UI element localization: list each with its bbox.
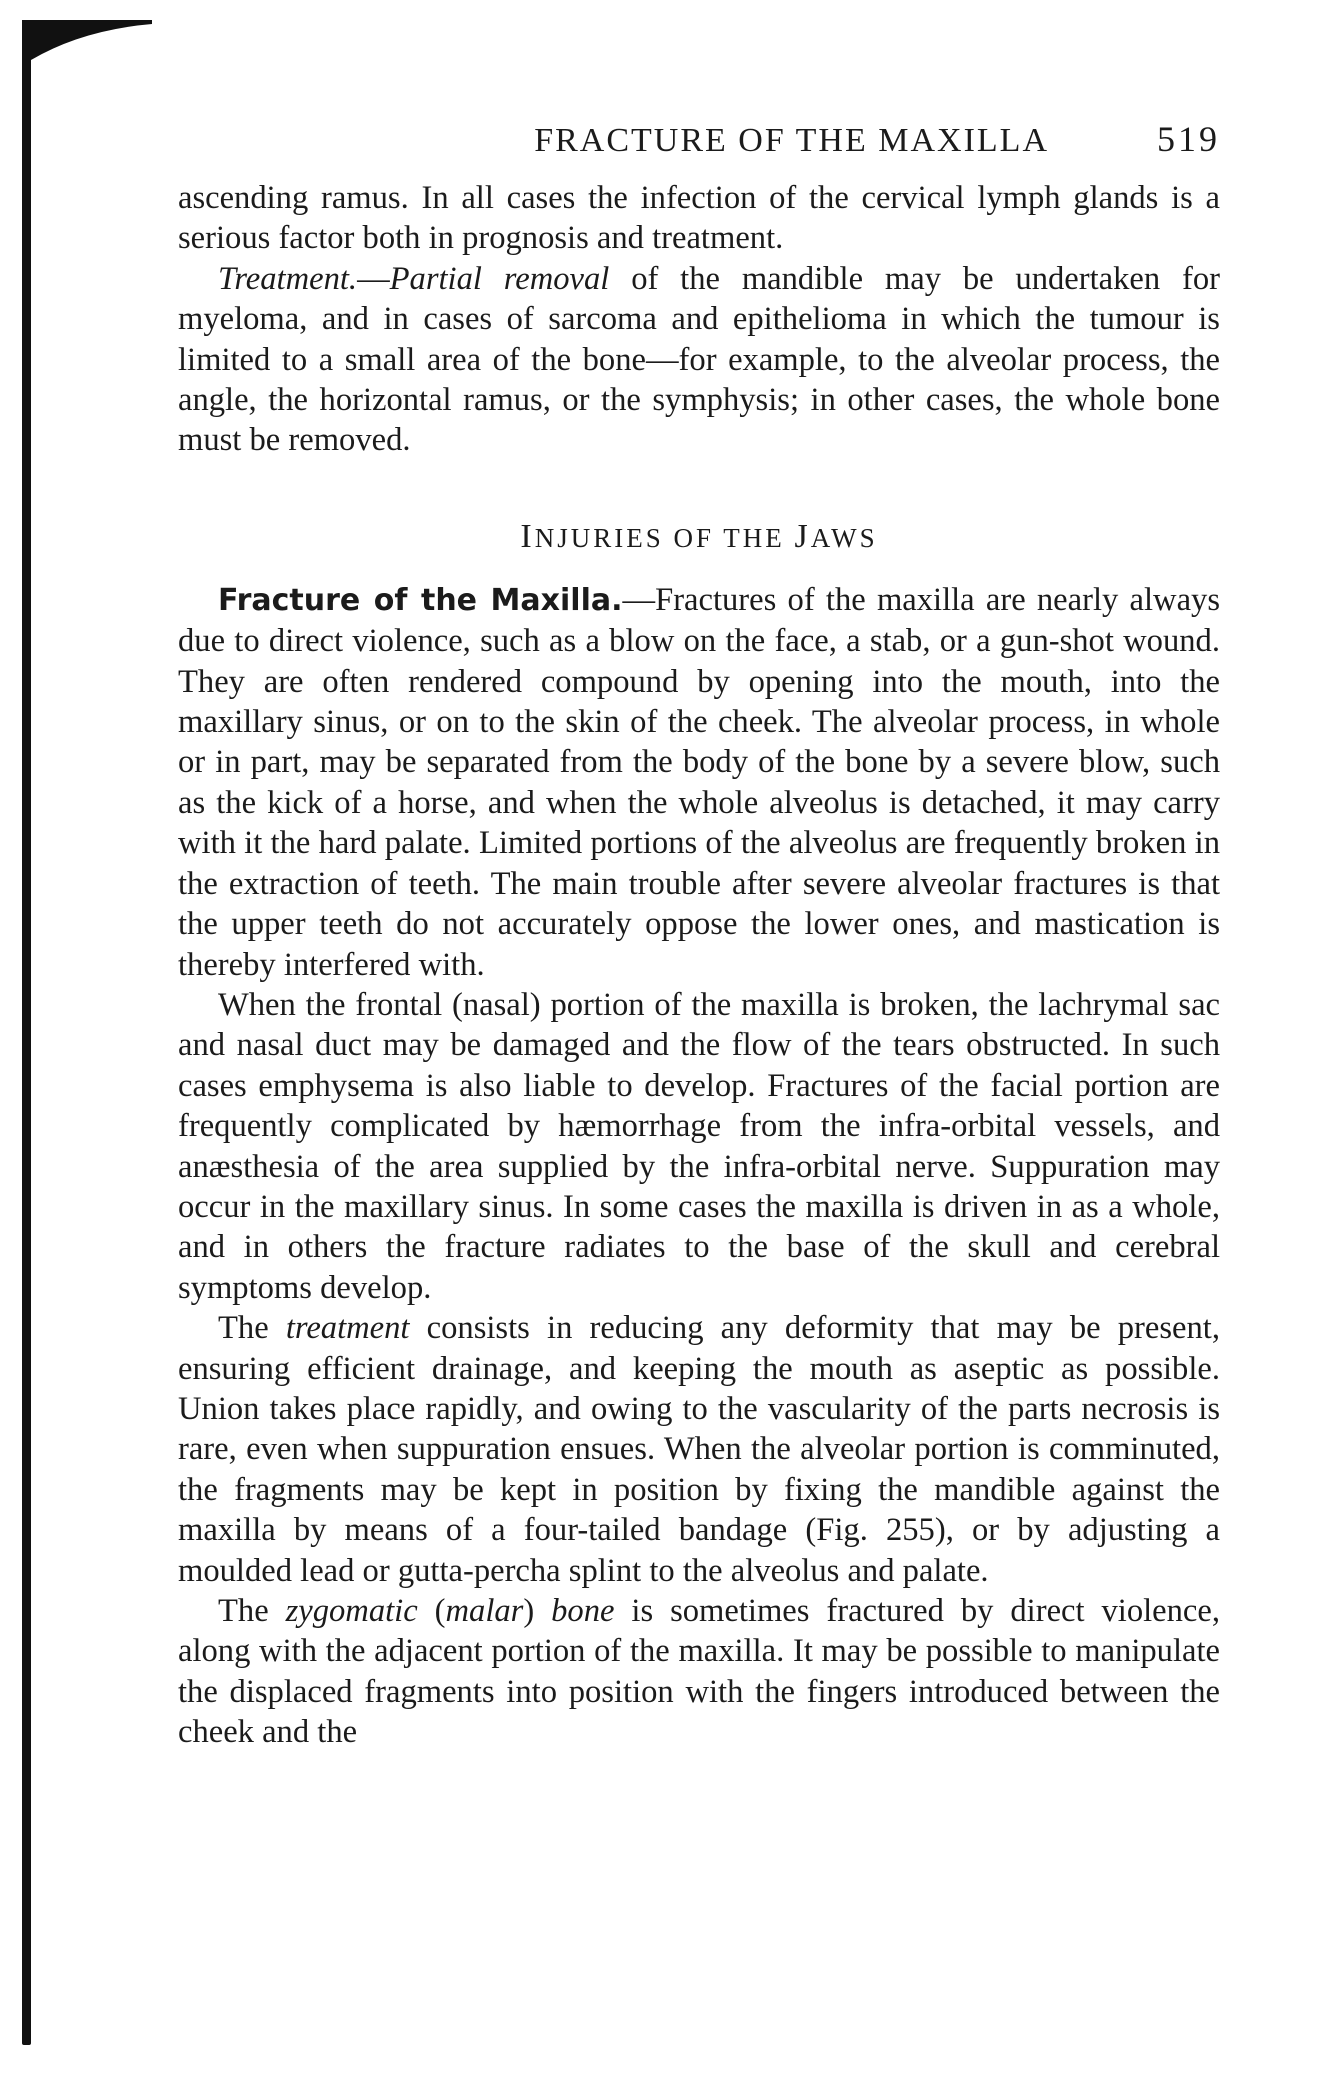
paragraph-treatment-maxilla [178, 1308, 1220, 1591]
treatment-label: Treatment. [218, 260, 358, 297]
paragraph-frontal-portion [178, 985, 1220, 1308]
paragraph-text: —Fractures of the maxilla are nearly always due to direct violence, such as a blow on the face, a stab, or a gun-shot wound. They are often rendered compound by opening into the mouth, into the maxillary sinus, or on to the skin of the cheek. The alveolar process, in whole or in part, may be separated from the body of the bone by a severe blow, such as the kick of a horse, and when the whole alveolus is detached, it may carry with it the hard palate. Limited portions of the alveolus are frequently broken in the extraction of teeth. The main trouble after severe alveolar fractures is that the upper teeth do not accurately oppose the lower ones, and mastication is thereby interfered with. [178, 581, 1220, 983]
paragraph-text: is sometimes fractured by direct violence, along with the adjacent portion of the maxilla. It may be possible to manipulate the displaced fragments into position with the fingers introduced between the cheek and the [178, 1593, 1220, 1751]
book-page [178, 118, 1220, 1753]
page-number: 519 [1157, 119, 1220, 159]
heading-smallcaps: AWS [810, 522, 878, 553]
running-head [178, 118, 1220, 178]
heading-capital: J [794, 517, 811, 555]
binding-edge [22, 25, 31, 2045]
section-heading [178, 517, 1220, 558]
paragraph-fracture-maxilla [178, 580, 1220, 985]
paragraph-treatment [178, 259, 1220, 461]
partial-removal-emphasis: Partial removal [389, 260, 610, 297]
subsection-heading: Fracture of the Maxilla. [218, 582, 623, 618]
running-title: FRACTURE OF THE MAXILLA [534, 122, 1049, 159]
em-dash: — [357, 260, 390, 297]
paren-open: ( [417, 1593, 446, 1629]
paren-close: ) [523, 1593, 552, 1629]
paragraph-continuation [178, 178, 1220, 259]
paragraph-text: consists in reducing any deformity that may be present, ensuring efficient drainage, and keeping the mouth as aseptic as possible. Union takes place rapidly, and owing to the vascularity of the parts necrosis is rare, even when suppuration ensues. When the alveolar portion is comminuted, the fragments may be kept in position by fixing the mandible against the maxilla by means of a four-tailed bandage (Fig. 255), or by adjusting a moulded lead or gutta-percha splint to the alveolus and palate. [178, 1310, 1220, 1589]
paragraph-text: ascending ramus. In all cases the infection of the cervical lymph glands is a serious factor both in prognosis and treatment. [178, 180, 1220, 257]
heading-capital: I [520, 517, 535, 555]
malar-emphasis: malar [445, 1593, 524, 1629]
binding-flare [22, 20, 152, 60]
paragraph-lead: The [218, 1310, 286, 1347]
zygomatic-emphasis: zygomatic [285, 1593, 418, 1629]
treatment-emphasis: treatment [285, 1310, 410, 1347]
paragraph-zygomatic [178, 1591, 1220, 1753]
heading-smallcaps: NJURIES OF THE [534, 522, 795, 553]
bone-emphasis: bone [551, 1593, 615, 1629]
paragraph-text: of the mandible may be undertaken for myeloma, and in cases of sarcoma and epithelioma in which the tumour is limited to a small area of the bone—for example, to the alveolar process, the angle, the horizontal ramus, or the symphysis; in other cases, the whole bone must be removed. [178, 260, 1220, 459]
paragraph-text: When the frontal (nasal) portion of the maxilla is broken, the lachrymal sac and nasal duct may be damaged and the flow of the tears obstructed. In such cases emphysema is also liable to develop. Fractures of the facial portion are frequently complicated by hæmorrhage from the infra-orbital vessels, and anæsthesia of the area supplied by the infra-orbital nerve. Suppuration may occur in the maxillary sinus. In some cases the maxilla is driven in as a whole, and in others the fracture radiates to the base of the skull and cerebral symptoms develop. [178, 986, 1220, 1306]
paragraph-lead: The [218, 1593, 286, 1629]
